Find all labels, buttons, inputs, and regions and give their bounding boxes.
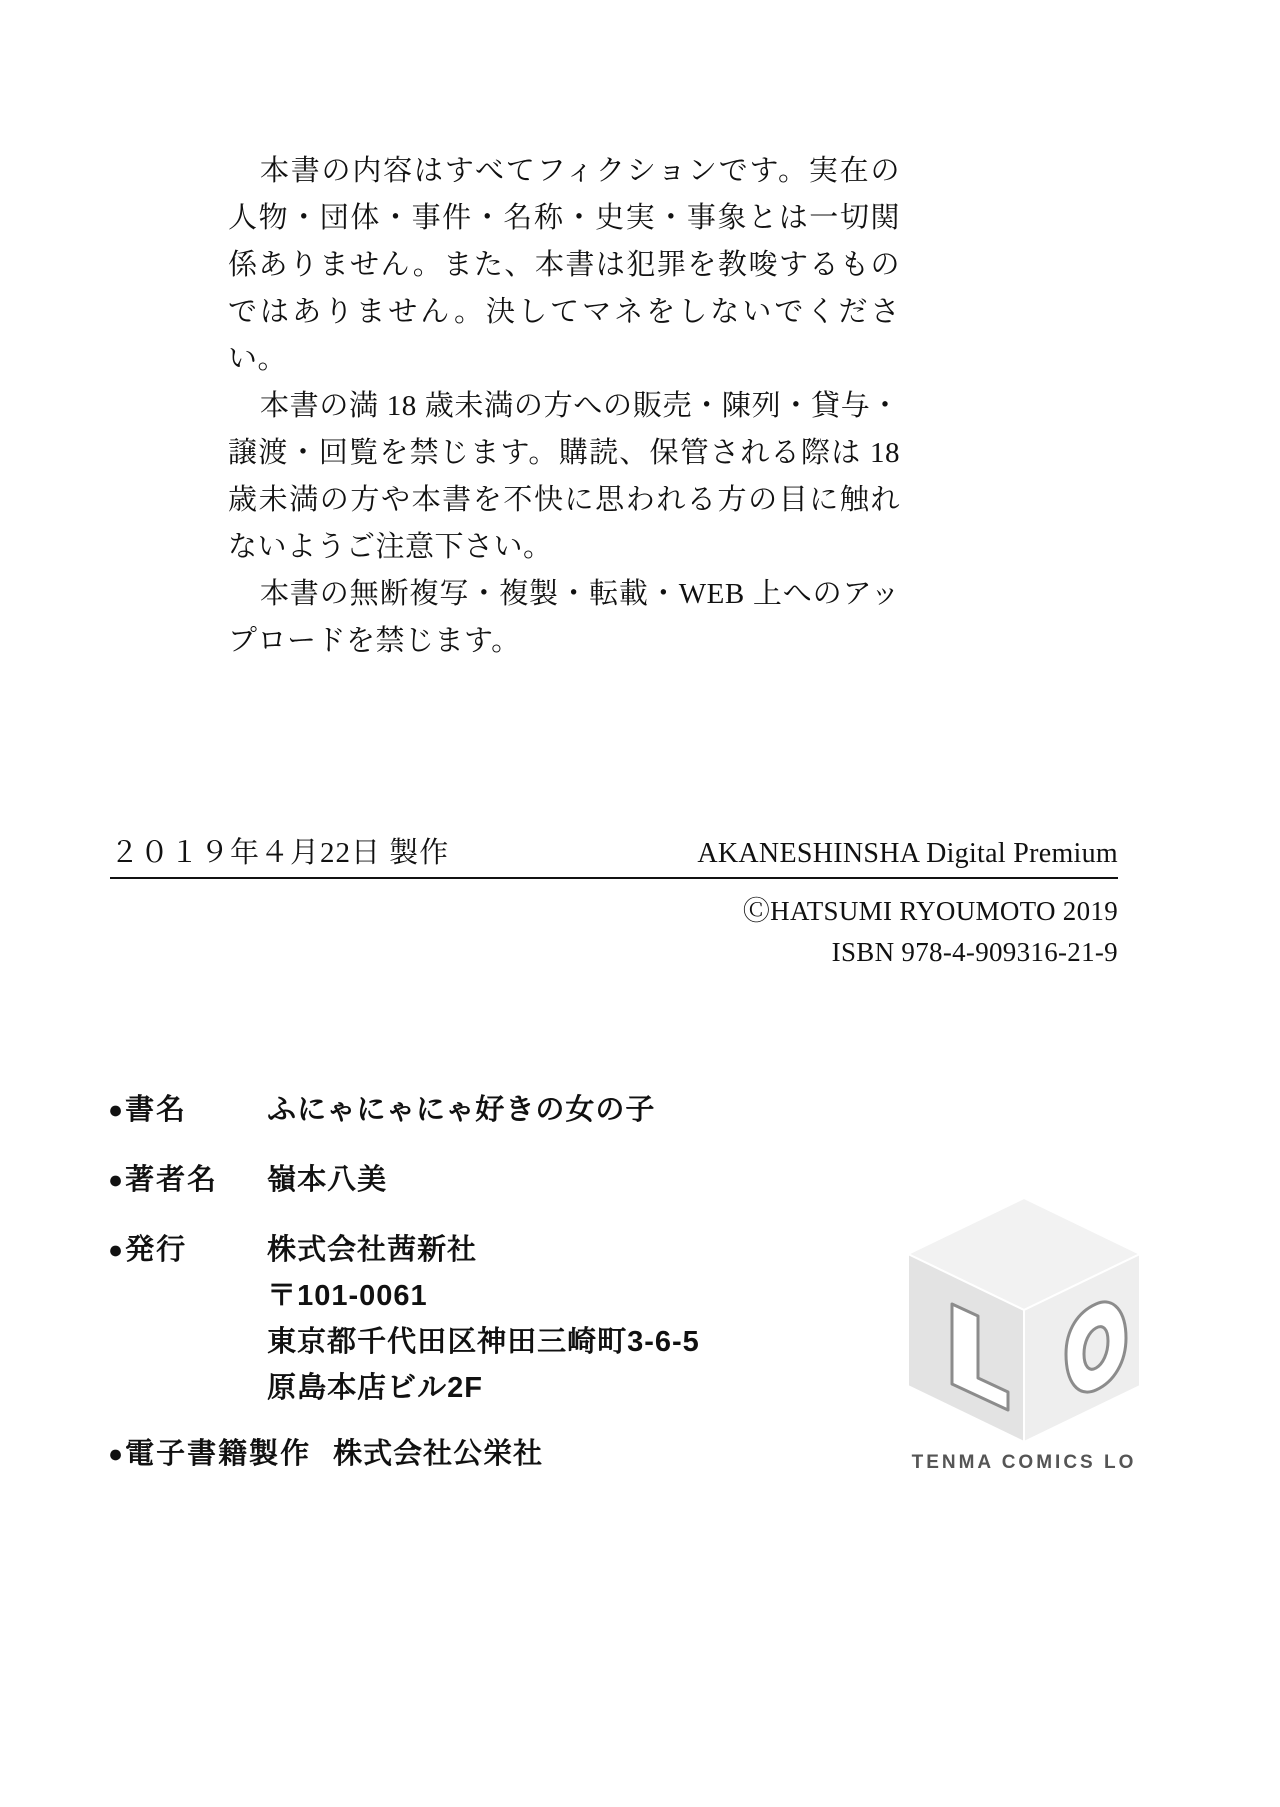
publisher-address: 東京都千代田区神田三崎町3-6-5 xyxy=(267,1326,700,1358)
book-metadata xyxy=(108,1090,808,1504)
lo-cube-logo xyxy=(900,1192,1148,1467)
bullet-icon: ● xyxy=(108,1440,124,1468)
title-value: ふにゃにゃにゃ好きの女の子 xyxy=(267,1094,656,1126)
bullet-icon: ● xyxy=(108,1166,124,1194)
disclaimer-paragraph-3: 本書の無断複写・複製・転載・WEB 上へのアップロードを禁じます。 xyxy=(228,578,900,657)
metadata-row-publisher xyxy=(108,1230,808,1408)
title-label: 書名 xyxy=(125,1094,188,1126)
copyright-line: ⒸHATSUMI RYOUMOTO 2019 xyxy=(742,896,1118,926)
publisher-name: 株式会社茜新社 xyxy=(267,1234,478,1266)
ebook-production-value: 株式会社公栄社 xyxy=(333,1438,544,1470)
disclaimer-paragraph-1: 本書の内容はすべてフィクションです。実在の人物・団体・事件・名称・史実・事象とは一切関係ありません。また、本書は犯罪を教唆するものではありません。決してマネをしないでください。 xyxy=(228,155,900,375)
metadata-row-ebook-production xyxy=(108,1434,808,1474)
publisher-postal-code: 〒101-0061 xyxy=(267,1280,428,1312)
imprint-name: AKANESHINSHA Digital Premium xyxy=(697,838,1118,869)
copyright-block xyxy=(110,891,1118,973)
metadata-row-author xyxy=(108,1160,808,1200)
bullet-icon: ● xyxy=(108,1096,124,1124)
production-date: ２０１９年４月22日 製作 xyxy=(110,837,450,869)
author-value: 嶺本八美 xyxy=(267,1164,388,1196)
publisher-label: 発行 xyxy=(125,1234,188,1266)
metadata-row-title xyxy=(108,1090,808,1130)
bullet-icon: ● xyxy=(108,1236,124,1264)
author-label: 著者名 xyxy=(125,1164,219,1196)
disclaimer-block xyxy=(228,148,900,665)
ebook-production-label: 電子書籍製作 xyxy=(125,1438,312,1470)
disclaimer-paragraph-2: 本書の満 18 歳未満の方への販売・陳列・貸与・譲渡・回覧を禁じます。購読、保管される際は 18 歳未満の方や本書を不快に思われる方の目に触れないようご注意下さい。 xyxy=(228,390,900,563)
colophon-block xyxy=(110,830,1118,973)
colophon-header-row xyxy=(110,830,1118,879)
logo-caption: TENMA COMICS LO xyxy=(911,1452,1137,1473)
publisher-value xyxy=(267,1230,700,1408)
isbn-line: ISBN 978-4-909316-21-9 xyxy=(831,937,1118,967)
publisher-building: 原島本店ビル2F xyxy=(267,1372,483,1404)
